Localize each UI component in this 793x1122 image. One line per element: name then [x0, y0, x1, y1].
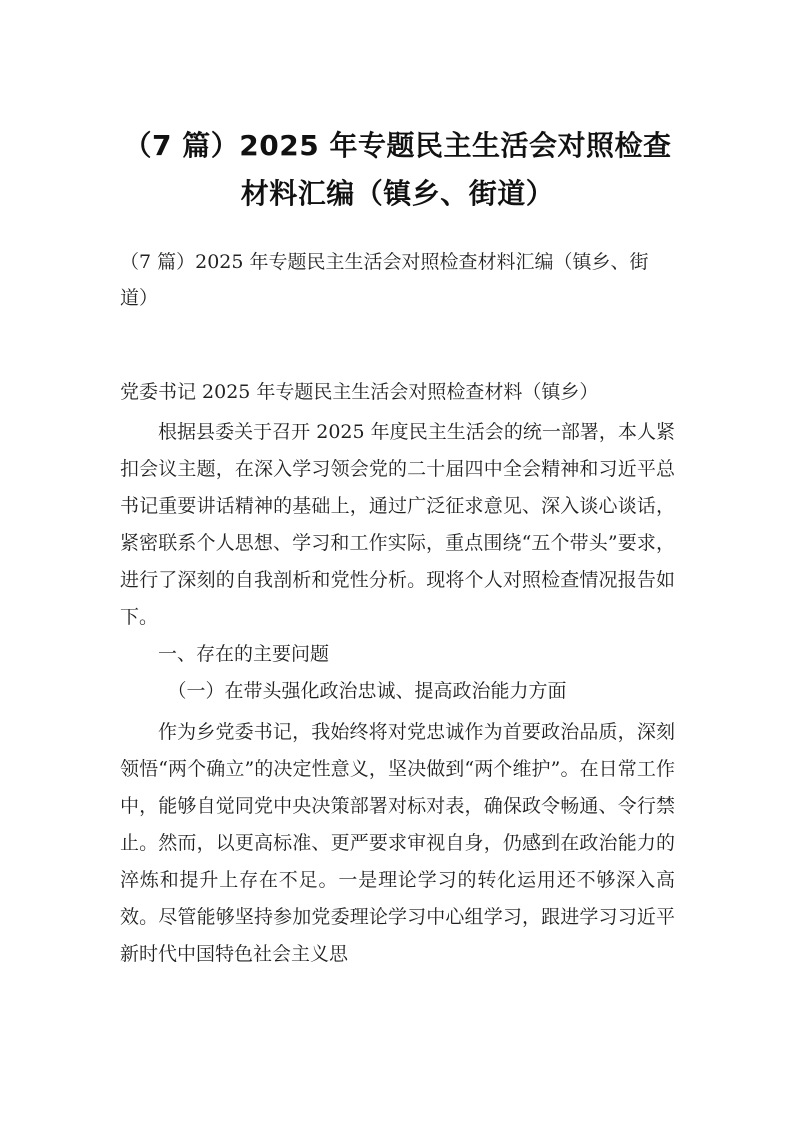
body-paragraph: 作为乡党委书记，我始终将对党忠诚作为首要政治品质，深刻领悟“两个确立”的决定性意义，坚决做到“两个维护”。在日常工作中，能够自觉同党中央决策部署对标对表，确保政令畅通、令行禁止。然而，以更高标准、更严要求审视自身，仍感到在政治能力的淬炼和提升上存在不足。一是理论学习的转化运用还不够深入高效。尽管能够坚持参加党委理论学习中心组学习，跟进学习习近平新时代中国特色社会主义思 [120, 721, 675, 965]
section-title: 党委书记 2025 年专题民主生活会对照检查材料（镇乡） [120, 381, 599, 403]
heading-main-problems: 一、存在的主要问题 [158, 643, 330, 665]
document-subtitle: （7 篇）2025 年专题民主生活会对照检查材料汇编（镇乡、街道） [120, 251, 649, 309]
document-title: （7 篇）2025 年专题民主生活会对照检查材料汇编（镇乡、街道） [123, 129, 672, 210]
intro-paragraph: 根据县委关于召开 2025 年度民主生活会的统一部署，本人紧扣会议主题，在深入学习领会党的二十届四中全会精神和习近平总书记重要讲话精神的基础上，通过广泛征求意见、深入谈心谈话，紧密联系个人思想、学习和工作实际，重点围绕“五个带头”要求，进行了深刻的自我剖析和党性分析。现将个人对照检查情况报告如下。 [120, 421, 675, 628]
subheading-political-loyalty: （一）在带头强化政治忠诚、提高政治能力方面 [167, 680, 567, 702]
